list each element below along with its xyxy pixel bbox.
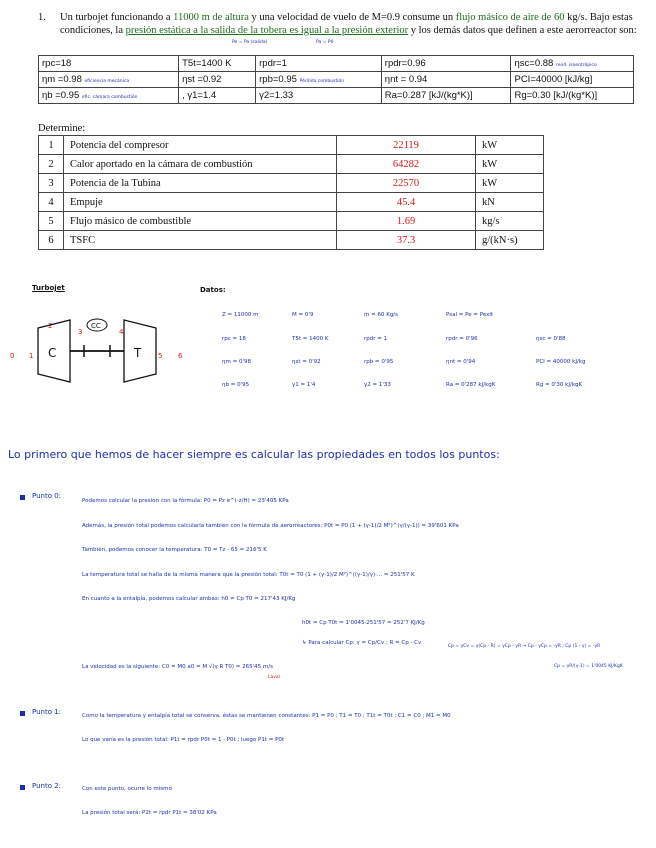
punto-0-line: También, podemos conocer la temperatura: T0 = Tz - 65 = 216'5 K xyxy=(82,547,267,553)
param-note: eficiencia mecánica xyxy=(84,79,130,84)
param-cell: ηb =0.95 efic. cámara combustión xyxy=(39,88,179,104)
punto-0-line: La temperatura total se halla de la misma manera que la presión total: T0t = T0 (1 + (γ-1)/2 M²)^((γ-1)/γ)·... = 251'57 K xyxy=(82,572,415,578)
param-cell: rpb=0.95 Pérdida combustión xyxy=(256,72,382,88)
turbojet-diagram xyxy=(6,300,186,400)
param-cell: ηm =0.98 eficiencia mecánica xyxy=(39,72,179,88)
row-unit: g/(kN·s) xyxy=(476,231,544,250)
turbine-label: T xyxy=(134,346,142,360)
param-cell: ηst =0.92 xyxy=(179,72,256,88)
results-row xyxy=(39,231,544,250)
row-value: 22119 xyxy=(337,136,476,155)
bullet-icon xyxy=(20,711,25,716)
problem-text: Un turbojet funcionando a 11000 m de altura y una velocidad de vuelo de M=0.9 consume un flujo másico de aire de 60 kg/s. Bajo estas condiciones, la presión estática a la salida de la tobera es igual a la presión exterior y los demás datos que definen a este aerorreactor son: xyxy=(60,12,637,36)
combustion-chamber-label: CC xyxy=(91,322,101,330)
dato: ηsc = 0'88 xyxy=(536,336,566,342)
row-number: 2 xyxy=(39,155,64,174)
annotation-ambient-pressure: Pa = P0 xyxy=(316,40,334,45)
row-number: 1 xyxy=(39,136,64,155)
station-5: 5 xyxy=(158,352,163,360)
params-row xyxy=(39,88,634,104)
determine-heading: Determine: xyxy=(38,123,86,134)
punto-2-line: Con este punto, ocurre lo mismo xyxy=(82,786,172,792)
intro-sentence: Lo primero que hemos de hacer siempre es calcular las propiedades en todos los puntos: xyxy=(8,448,500,461)
punto-0-line: Además, la presión total podemos calcularla también con la fórmula de aerorreactores: P0t = P0 (1 + (γ-1)/2 M²)^(γ/(γ-1)) = 39'601 KPa xyxy=(82,523,459,529)
punto-0-line: En cuanto a la entalpía, podemos calcular ambas: h0 = Cp T0 = 217'43 KJ/Kg xyxy=(82,596,296,602)
altitude-highlight: 11000 m de altura xyxy=(173,12,249,23)
dato: rpb = 0'95 xyxy=(364,359,394,365)
turbojet-title: Turbojet xyxy=(32,284,65,292)
row-label: Flujo másico de combustible xyxy=(64,212,337,231)
row-label: Potencia de la Tubina xyxy=(64,174,337,193)
results-table xyxy=(38,135,544,250)
cp-derivation-right: Cp = γCv = γ(Cp - R) = γCp - γR → Cp - γCp = -γR ; Cp (1 - γ) = -γR xyxy=(448,644,601,649)
param-cell: , γ1=1.4 xyxy=(179,88,256,104)
punto-1-title: Punto 1: xyxy=(32,708,62,716)
station-2: 2 xyxy=(48,322,53,330)
row-number: 3 xyxy=(39,174,64,193)
dato: Psal = Pe = Pexit xyxy=(446,312,494,318)
row-label: Potencia del compresor xyxy=(64,136,337,155)
param-cell: rpc=18 xyxy=(39,56,179,72)
bullet-icon xyxy=(20,495,25,500)
param-note: efic. cámara combustión xyxy=(81,95,138,100)
row-label: Calor aportado en la cámara de combustión xyxy=(64,155,337,174)
annotation-exit-pressure: Pe = Pa (salida) xyxy=(232,40,268,45)
station-3: 3 xyxy=(78,328,83,336)
datos-title: Datos: xyxy=(200,286,226,294)
static-pressure-highlight: presión estática a la salida de la tobera es igual a la presión exterior xyxy=(125,24,409,36)
row-value: 22570 xyxy=(337,174,476,193)
dato: ηst = 0'92 xyxy=(292,359,321,365)
punto-2-title: Punto 2: xyxy=(32,782,62,790)
compressor-label: C xyxy=(48,346,57,360)
param-cell: Rg=0.30 [kJ/(kg*K)] xyxy=(511,88,634,104)
row-label: TSFC xyxy=(64,231,337,250)
parameters-table xyxy=(38,55,634,104)
dato: rpdr = 0'96 xyxy=(446,336,478,342)
punto-0-title: Punto 0: xyxy=(32,492,62,500)
bullet-icon xyxy=(20,785,25,790)
punto-0-line: h0t = Cp T0t = 1'0045·251'57 = 252'7 KJ/Kg xyxy=(302,620,425,626)
velocity-note: Laval xyxy=(268,675,280,680)
row-unit: kW xyxy=(476,136,544,155)
row-value: 1.69 xyxy=(337,212,476,231)
row-unit: kg/s xyxy=(476,212,544,231)
dato: ηnt = 0'94 xyxy=(446,359,476,365)
row-unit: kW xyxy=(476,155,544,174)
param-note: Pérdida combustión xyxy=(299,79,345,84)
param-cell: rpdr=1 xyxy=(256,56,382,72)
punto-0-velocity: La velocidad es la siguiente: C0 = M0 a0 = M √(γ R T0) = 265'45 m/s xyxy=(82,664,273,670)
param-note: rend. isoentrópico xyxy=(555,63,597,68)
dato: PCI = 40000 kJ/kg xyxy=(536,359,586,365)
dato: ηb = 0'95 xyxy=(222,382,250,388)
dato: γ1 = 1'4 xyxy=(292,382,316,388)
param-cell: γ2=1.33 xyxy=(256,88,382,104)
cp-result: Cp = γR/(γ-1) = 1'0045 KJ/KgK xyxy=(554,664,623,669)
problem-number: 1. xyxy=(38,12,46,23)
results-row xyxy=(39,174,544,193)
row-label: Empuje xyxy=(64,193,337,212)
params-row xyxy=(39,56,634,72)
row-value: 45.4 xyxy=(337,193,476,212)
punto-1-line: Como la temperatura y entalpía total se conserva, éstas se mantienen constantes: P1 = P0 ; T1 = T0 ; T1t = T0t ; C1 = C0 ; M1 = M0 xyxy=(82,713,451,719)
station-4: 4 xyxy=(119,328,124,336)
station-1: 1 xyxy=(29,352,34,360)
param-cell: rpdr=0.96 xyxy=(381,56,511,72)
dato: rpdr = 1 xyxy=(364,336,388,342)
row-unit: kW xyxy=(476,174,544,193)
mass-flow-highlight: flujo másico de aire de 60 xyxy=(455,12,565,23)
param-cell: ηnt = 0.94 xyxy=(381,72,511,88)
station-0: 0 xyxy=(10,352,15,360)
results-row xyxy=(39,136,544,155)
row-value: 37.3 xyxy=(337,231,476,250)
punto-0-line: Podemos calcular la presión con la fórmula: P0 = Pz e^(-z/H) = 23'405 KPa xyxy=(82,498,289,504)
results-row xyxy=(39,212,544,231)
row-number: 4 xyxy=(39,193,64,212)
param-cell: Ra=0.287 [kJ/(kg*K)] xyxy=(381,88,511,104)
punto-1-line: Lo que varía es la presión total: P1t = rpdr P0t = 1 · P0t ; luego P1t = P0t xyxy=(82,737,285,743)
dato: Rg = 0'30 kJ/kgK xyxy=(536,382,583,388)
dato: ηm = 0'98 xyxy=(222,359,251,365)
dato: Ra = 0'287 kJ/kgK xyxy=(446,382,496,388)
dato: rpc = 18 xyxy=(222,336,246,342)
station-6: 6 xyxy=(178,352,183,360)
dato: ṁ = 60 Kg/s xyxy=(364,312,399,318)
cp-derivation: ↳ Para calcular Cp: γ = Cp/Cv ; R = Cp - Cv xyxy=(302,640,422,646)
params-row xyxy=(39,72,634,88)
dato: Z = 11000 m xyxy=(222,312,259,318)
param-cell: T5t=1400 K xyxy=(179,56,256,72)
dato: γ2 = 1'33 xyxy=(364,382,391,388)
results-row xyxy=(39,155,544,174)
param-cell: ηsc=0.88 rend. isoentrópico xyxy=(511,56,634,72)
row-number: 5 xyxy=(39,212,64,231)
param-cell: PCI=40000 [kJ/kg] xyxy=(511,72,634,88)
dato: T5t = 1400 K xyxy=(292,336,329,342)
row-value: 64282 xyxy=(337,155,476,174)
problem-statement xyxy=(38,12,638,37)
row-number: 6 xyxy=(39,231,64,250)
results-row xyxy=(39,193,544,212)
dato: M = 0'9 xyxy=(292,312,314,318)
punto-2-line: La presión total será: P2t = rpdr P1t = 38'02 KPa xyxy=(82,810,217,816)
row-unit: kN xyxy=(476,193,544,212)
